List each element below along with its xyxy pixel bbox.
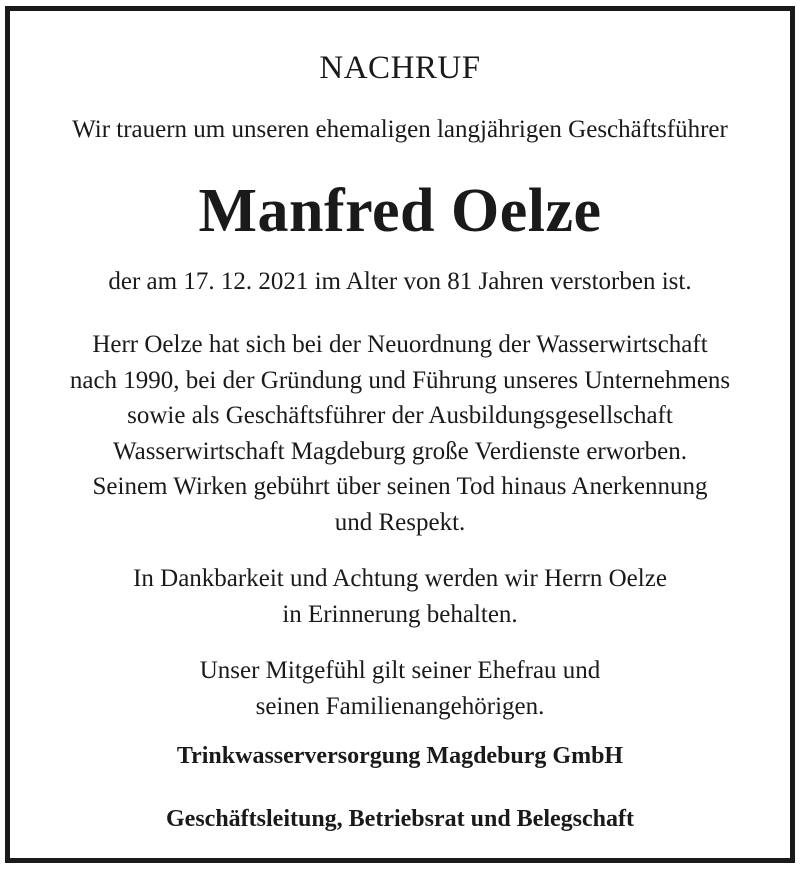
signers-line: Geschäftsleitung, Betriebsrat und Belegschaft — [166, 806, 634, 832]
deceased-name: Manfred Oelze — [198, 177, 602, 245]
tribute-line: Seinem Wirken gebührt über seinen Tod hinaus Anerkennung — [92, 473, 708, 500]
company-name: Trinkwasserversorgung Magdeburg GmbH — [176, 743, 624, 769]
gratitude-line: In Dankbarkeit und Achtung werden wir Herrn Oelze — [133, 565, 667, 592]
tribute-line: sowie als Geschäftsführer der Ausbildungsgesellschaft — [127, 402, 673, 429]
obituary-heading: NACHRUF — [319, 50, 481, 86]
obituary-frame — [5, 6, 795, 863]
intro-text: Wir trauern um unseren ehemaligen langjährigen Geschäftsführer — [72, 116, 728, 143]
sympathy-line: seinen Familienangehörigen. — [255, 692, 545, 720]
tribute-line: nach 1990, bei der Gründung und Führung unseres Unternehmens — [69, 366, 731, 394]
tribute-line: Wasserwirtschaft Magdeburg große Verdienste erworben. — [113, 437, 687, 465]
death-notice: der am 17. 12. 2021 im Alter von 81 Jahren verstorben ist. — [108, 268, 692, 295]
tribute-line: Herr Oelze hat sich bei der Neuordnung der Wasserwirtschaft — [92, 331, 708, 358]
sympathy-paragraph — [10, 653, 790, 724]
gratitude-line: in Erinnerung behalten. — [282, 600, 518, 628]
tribute-line: und Respekt. — [334, 508, 466, 536]
gratitude-paragraph — [10, 561, 790, 632]
sympathy-line: Unser Mitgefühl gilt seiner Ehefrau und — [199, 657, 601, 684]
tribute-paragraph — [10, 327, 790, 540]
